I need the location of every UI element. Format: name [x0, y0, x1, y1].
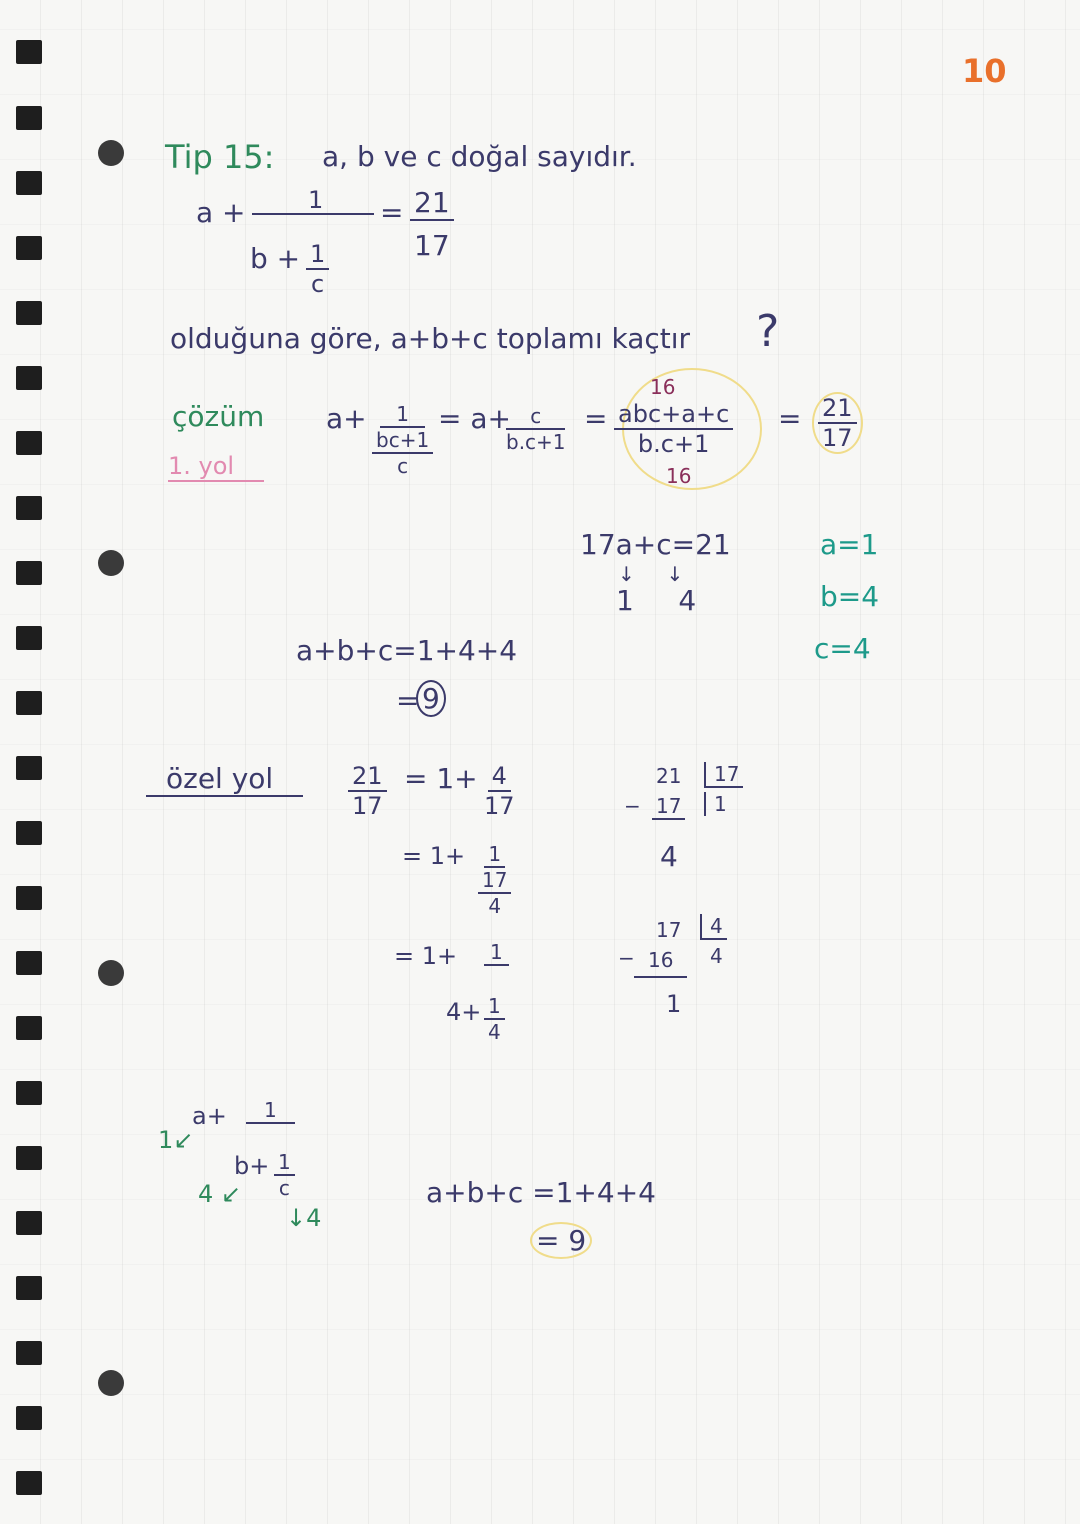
minus: − — [618, 946, 635, 970]
binder-hole — [16, 1081, 42, 1105]
problem-statement: a, b ve c doğal sayıdır. — [322, 140, 637, 173]
quotient: 4 — [710, 944, 723, 968]
denominator-sub: 4 — [488, 894, 502, 918]
remainder: 1 — [666, 990, 682, 1018]
binder-hole — [16, 1211, 42, 1235]
eq-rhs — [410, 186, 454, 262]
equals: = — [396, 684, 420, 717]
sum-line: a+b+c=1+4+4 — [296, 634, 518, 667]
method-1-label: 1. yol — [168, 452, 264, 482]
dividend: 21 — [656, 764, 682, 788]
equation: 17a+c=21 — [580, 528, 731, 561]
binder-hole — [16, 626, 42, 650]
numerator: 1 — [306, 240, 329, 270]
binder-hole — [16, 40, 42, 64]
binder-hole — [16, 1341, 42, 1365]
label-c-value: 4 — [306, 1204, 322, 1232]
equals: = — [584, 402, 608, 435]
expr-b: b+ — [234, 1152, 270, 1180]
denominator: c — [311, 270, 325, 298]
binder-hole — [16, 301, 42, 325]
lhs-fraction — [348, 762, 387, 820]
binder-hole — [16, 496, 42, 520]
equals: = — [778, 402, 802, 435]
binder-hole — [16, 236, 42, 260]
denominator-sub: c — [397, 454, 409, 478]
denominator: 17 — [414, 229, 450, 262]
divisor: 4 — [700, 914, 727, 940]
step1-a: a+ — [326, 402, 367, 435]
line3-den-fraction — [484, 994, 505, 1044]
line3-rhs: = 1+ — [394, 942, 458, 970]
binder-hole — [16, 1146, 42, 1170]
solution-heading: çözüm — [172, 400, 265, 433]
numerator: 4 — [488, 762, 511, 792]
label-c: ↓4 — [286, 1204, 322, 1232]
answer-b: b=4 — [820, 580, 880, 613]
dividend: 17 — [656, 918, 682, 942]
denominator: b.c+1 — [506, 430, 566, 454]
binder-hole — [16, 951, 42, 975]
label-b: 4 ↙ — [198, 1180, 242, 1208]
arrows: ↓ ↓ — [618, 562, 684, 586]
binder-hole — [16, 1276, 42, 1300]
result-2: = 9 — [530, 1222, 592, 1259]
denominator: 17 — [822, 424, 853, 452]
subtrahend: 16 — [634, 948, 687, 978]
punch-hole — [98, 550, 124, 576]
line1-fraction — [484, 762, 515, 820]
answer-c: c=4 — [814, 632, 871, 665]
fraction-bar — [252, 213, 374, 215]
binder-hole — [16, 821, 42, 845]
denominator: c — [278, 1176, 290, 1200]
step2-fraction — [506, 404, 566, 454]
numerator: c — [506, 404, 565, 430]
denominator: 4 — [488, 1020, 501, 1044]
rhs-fraction — [812, 392, 863, 454]
numerator: 21 — [410, 186, 454, 221]
line2-fraction — [478, 842, 511, 918]
subtrahend: 17 — [652, 794, 685, 820]
denominator: 17 — [478, 868, 511, 894]
step3-fraction — [614, 400, 733, 458]
denominator: bc+1 — [372, 428, 433, 454]
numerator: 1 — [380, 402, 425, 428]
punch-hole — [98, 140, 124, 166]
remainder: 4 — [660, 840, 678, 873]
special-method-heading: özel yol — [146, 762, 303, 797]
denominator: 17 — [484, 792, 515, 820]
question-mark: ? — [756, 306, 780, 357]
binder-hole — [16, 171, 42, 195]
numerator: 21 — [818, 394, 857, 424]
binder-hole — [16, 756, 42, 780]
equals: = — [380, 196, 404, 229]
line3-num: 1 — [484, 940, 509, 966]
problem-title: Tip 15: — [165, 138, 275, 176]
eq-den-b: b + — [250, 242, 301, 275]
expr-num: 1 — [246, 1098, 295, 1124]
binder-hole — [16, 1471, 42, 1495]
punch-hole — [98, 1370, 124, 1396]
binder-hole — [16, 431, 42, 455]
binder-hole — [16, 1016, 42, 1040]
denominator: 17 — [352, 792, 383, 820]
denominator: b.c+1 — [637, 430, 710, 458]
expr-a: a+ — [192, 1102, 227, 1130]
binder-hole — [16, 691, 42, 715]
result: 9 — [416, 680, 446, 717]
step2-a: = a+ — [438, 402, 511, 435]
binder-hole — [16, 1406, 42, 1430]
line1-rhs: = 1+ — [404, 762, 478, 795]
eq-den-fraction — [306, 240, 329, 298]
label-b-value: 4 — [198, 1180, 214, 1208]
minus: − — [624, 794, 641, 818]
sum-line-2: a+b+c =1+4+4 — [426, 1176, 656, 1209]
binder-hole — [16, 561, 42, 585]
label-a-value: 1 — [158, 1126, 174, 1154]
line2-rhs: = 1+ — [402, 842, 466, 870]
numerator: 1 — [484, 994, 505, 1020]
quotient: 1 — [704, 792, 727, 816]
top-note: 16 — [650, 375, 676, 399]
eq-a-plus: a + — [196, 196, 246, 229]
binder-hole — [16, 366, 42, 390]
numerator: abc+a+c — [614, 400, 733, 430]
numerator: 1 — [274, 1150, 295, 1176]
expr-c-fraction — [274, 1150, 295, 1200]
page-number: 10 — [962, 52, 1007, 90]
step1-fraction — [372, 402, 433, 478]
numerator: 1 — [484, 842, 505, 868]
binder-hole — [16, 106, 42, 130]
numerator: 21 — [348, 762, 387, 792]
divisor: 17 — [704, 762, 743, 788]
line3-den: 4+ — [446, 998, 482, 1026]
label-a: 1↙ — [158, 1126, 194, 1154]
question: olduğuna göre, a+b+c toplamı kaçtır — [170, 322, 691, 355]
arrow-values: 1 4 — [616, 584, 697, 617]
answer-a: a=1 — [820, 528, 879, 561]
eq-numerator: 1 — [308, 186, 324, 214]
bottom-note: 16 — [666, 464, 692, 488]
punch-hole — [98, 960, 124, 986]
binder-hole — [16, 886, 42, 910]
